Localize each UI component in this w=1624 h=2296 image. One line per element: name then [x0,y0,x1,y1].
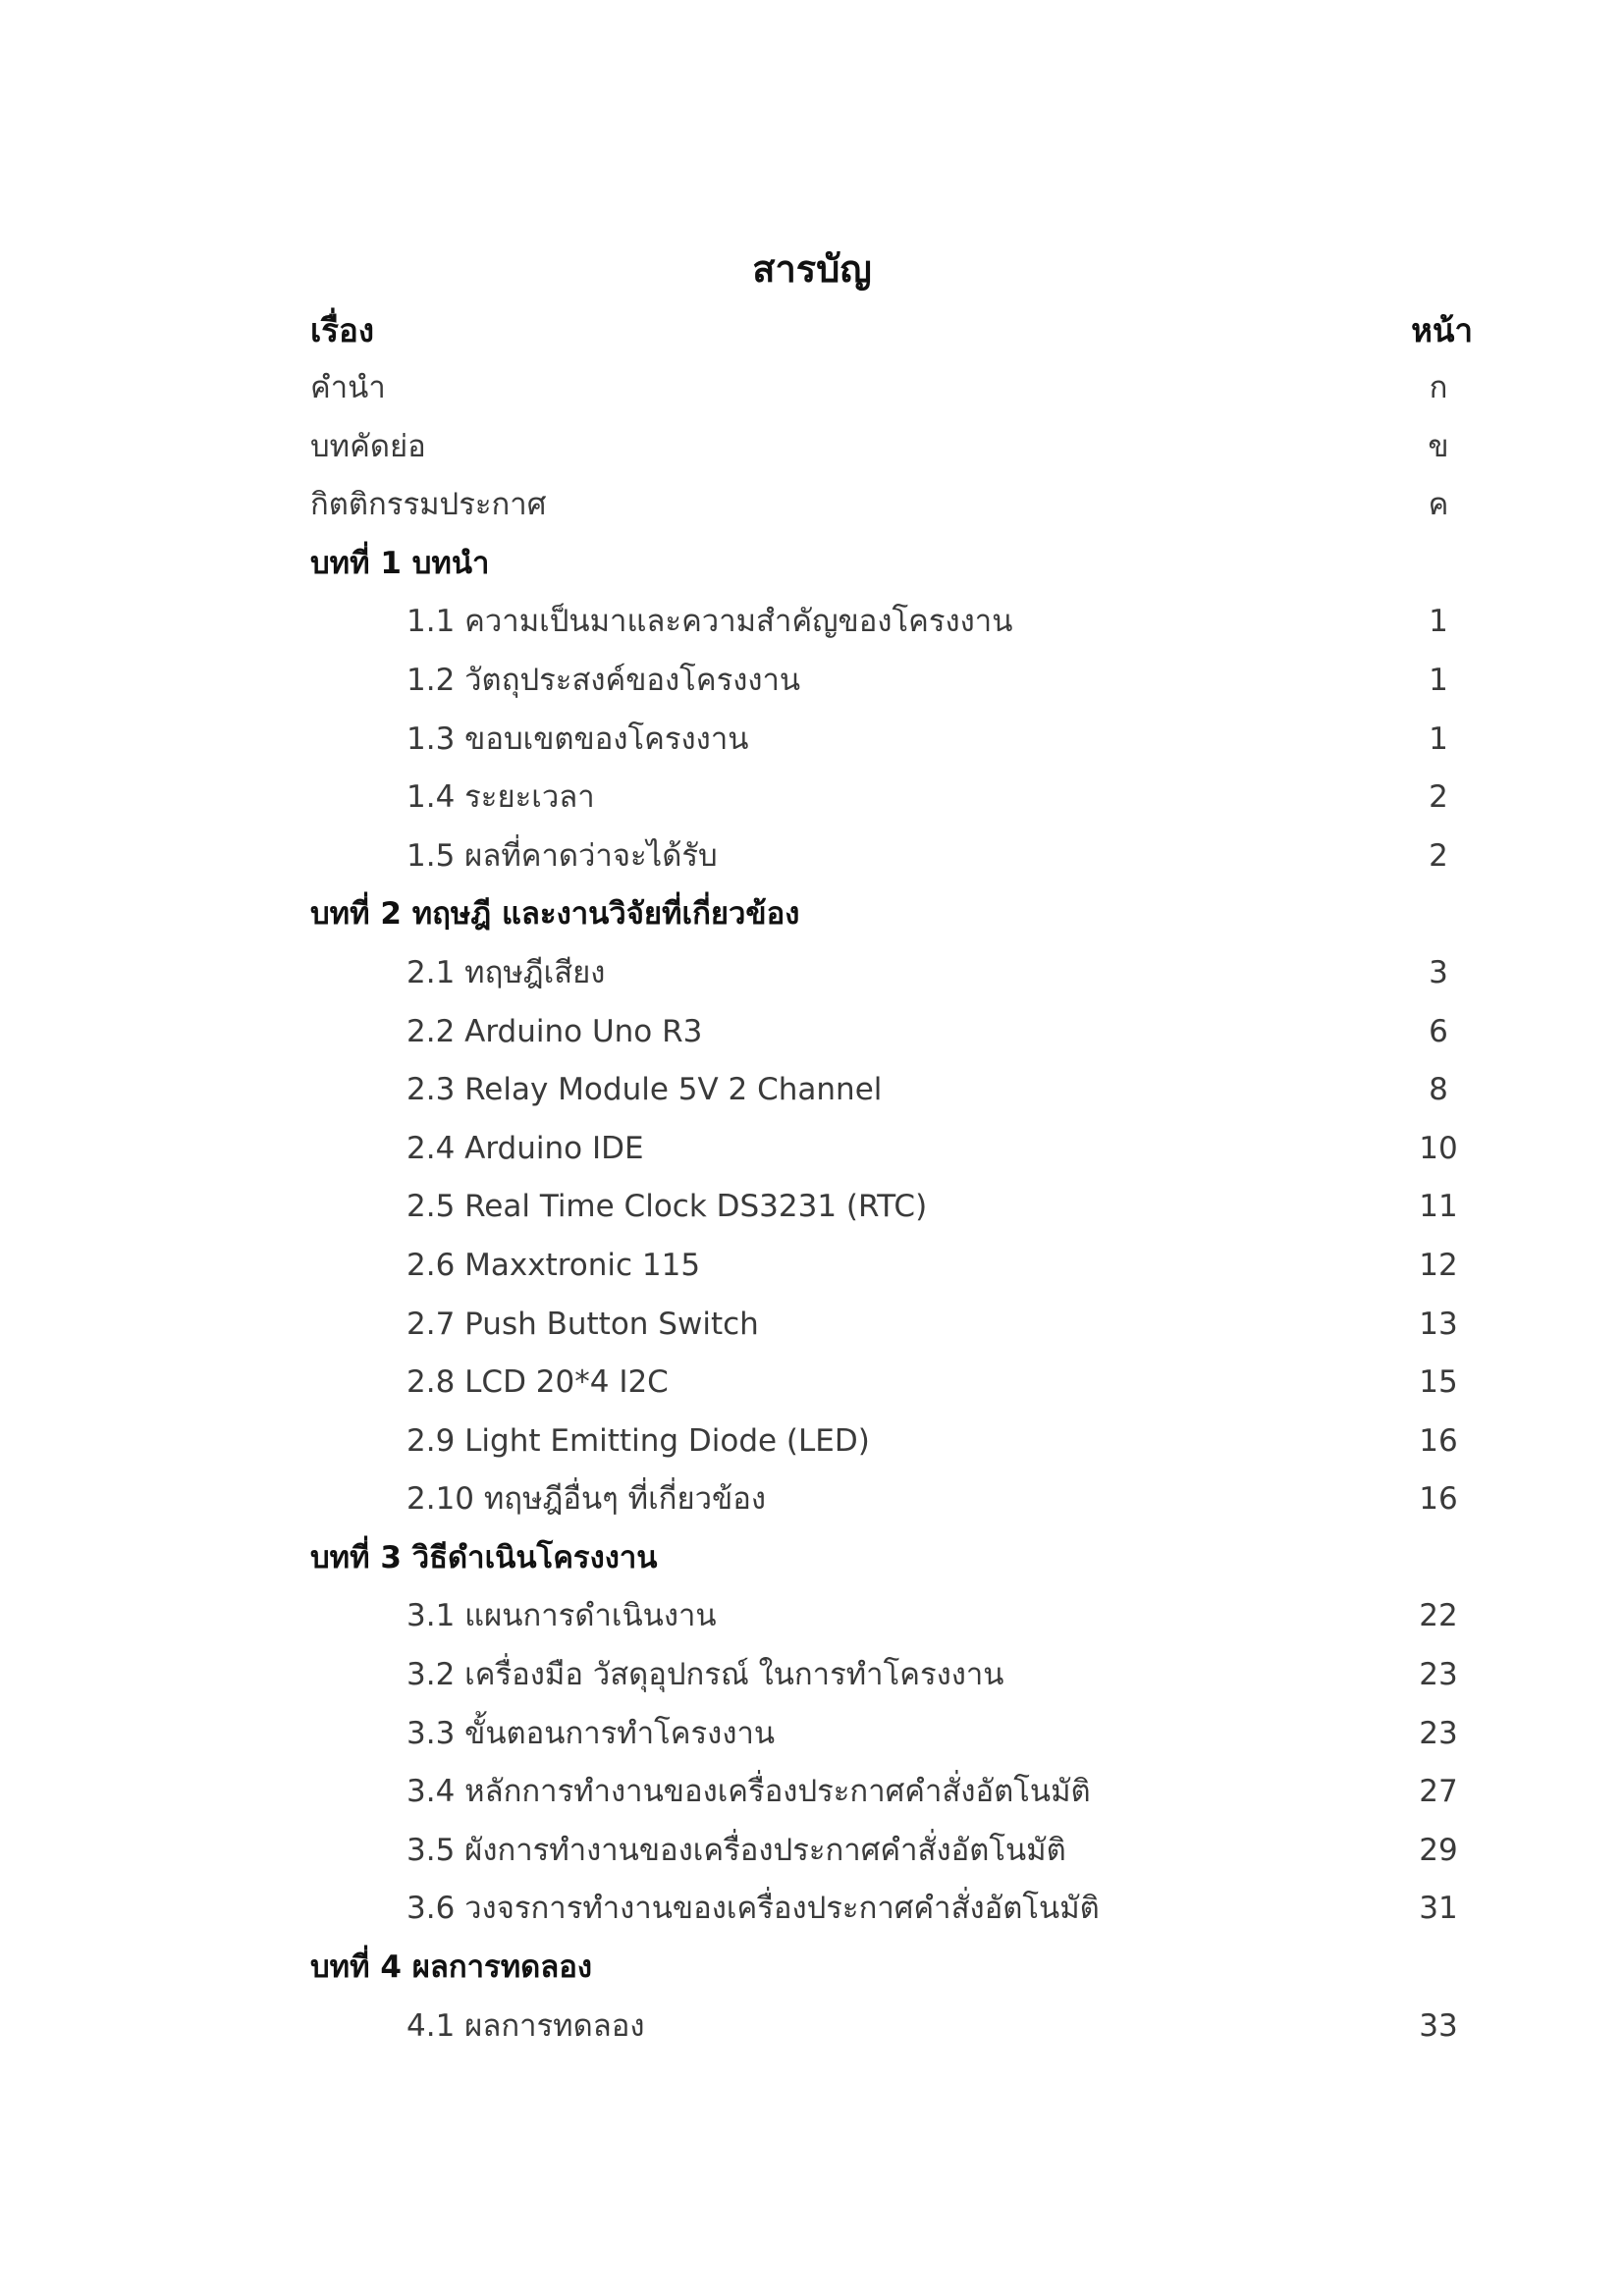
entry-title: 2.5 Real Time Clock DS3231 (RTC) [406,1189,928,1225]
toc-chapter-row [310,539,1473,598]
page-number: 1 [1429,721,1448,757]
entry-title: 1.4 ระยะเวลา [406,779,595,816]
toc-entry-row [310,715,1473,774]
chapter-title: บทที่ 1 บทนำ [310,545,490,581]
entry-title: 2.1 ทฤษฎีเสียง [406,954,606,990]
entry-title: 2.9 Light Emitting Diode (LED) [406,1422,870,1459]
page-number: ข [1428,428,1449,464]
entry-title: 2.2 Arduino Uno R3 [406,1013,703,1049]
chapter-title: บทที่ 3 วิธีดำเนินโครงงาน [310,1539,658,1575]
entry-title: 2.6 Maxxtronic 115 [406,1247,701,1283]
toc-entry-row [310,2002,1473,2060]
page-number: 3 [1429,954,1448,990]
entry-title: 2.8 LCD 20*4 I2C [406,1364,669,1401]
entry-title: 3.6 วงจรการทำงานของเครื่องประกาศคำสั่งอัตโนมัติ [406,1891,1100,1927]
page-number: 27 [1419,1774,1458,1810]
page-number: ก [1429,370,1448,405]
toc-entry-row [310,1709,1473,1768]
page-number: 2 [1429,837,1448,874]
entry-title: 2.3 Relay Module 5V 2 Channel [406,1072,883,1108]
entry-title: 3.5 ผังการทำงานของเครื่องประกาศคำสั่งอัตโนมัติ [406,1832,1066,1868]
entry-title: 3.3 ขั้นตอนการทำโครงงาน [406,1715,776,1751]
entry-title: 3.1 แผนการดำเนินงาน [406,1598,717,1634]
toc-entry-row [310,1065,1473,1124]
toc-entry-row [310,597,1473,656]
page-number: 31 [1419,1891,1458,1927]
entry-title: 2.7 Push Button Switch [406,1306,759,1342]
page-number: 11 [1419,1189,1458,1225]
page-number: 23 [1419,1715,1458,1751]
entry-title: 3.4 หลักการทำงานของเครื่องประกาศคำสั่งอัตโนมัติ [406,1774,1091,1810]
entry-title: 2.4 Arduino IDE [406,1130,644,1166]
entry-title: 4.1 ผลการทดลอง [406,2007,645,2044]
toc-entry-row [310,656,1473,715]
toc-chapter-row [310,889,1473,948]
page-number: ค [1428,487,1449,523]
page-number: 2 [1429,779,1448,816]
entry-title: กิตติกรรมประกาศ [310,487,547,523]
toc-entry-row [310,1182,1473,1241]
page-number: 10 [1419,1130,1458,1166]
page-number: 13 [1419,1306,1458,1342]
chapter-title: บทที่ 2 ทฤษฎี และงานวิจัยที่เกี่ยวข้อง [310,896,800,933]
toc-entry-row [310,1767,1473,1826]
toc-entry-row [310,948,1473,1007]
entry-title: 1.3 ขอบเขตของโครงงาน [406,721,749,757]
toc-entry-row [310,1884,1473,1943]
toc-entry-row [310,422,1473,481]
entry-title: บทคัดย่อ [310,428,426,464]
page-number: 23 [1419,1657,1458,1693]
toc-entry-row [310,1007,1473,1066]
page-number: 1 [1429,604,1448,640]
page-number: 16 [1419,1422,1458,1459]
page-number: 29 [1419,1832,1458,1868]
toc-entry-row [310,1124,1473,1183]
page-number: 22 [1419,1598,1458,1634]
page-number: 12 [1419,1247,1458,1283]
toc-chapter-row [310,1943,1473,2002]
entry-title: 1.2 วัตถุประสงค์ของโครงงาน [406,662,801,698]
toc-entry-row [310,480,1473,539]
toc-entry-row [310,1241,1473,1300]
toc-entry-row [310,773,1473,831]
toc-header [310,304,1473,353]
entry-title: 2.10 ทฤษฎีอื่นๆ ที่เกี่ยวข้อง [406,1481,766,1518]
toc-entry-row [310,1300,1473,1359]
entry-title: คำนำ [310,370,386,405]
page-number: 1 [1429,662,1448,698]
toc-entry-row [310,1358,1473,1416]
toc-entry-row [310,831,1473,890]
page-column-header: หน้า [1411,311,1473,349]
topic-column-header: เรื่อง [310,311,374,349]
chapter-title: บทที่ 4 ผลการทดลอง [310,1949,593,1986]
toc-entry-row [310,1650,1473,1709]
entry-title: 1.1 ความเป็นมาและความสำคัญของโครงงาน [406,604,1013,640]
toc-entry-row [310,1591,1473,1650]
toc-chapter-row [310,1533,1473,1592]
page-number: 33 [1419,2007,1458,2044]
page-number: 16 [1419,1481,1458,1518]
toc-entry-row [310,363,1473,422]
toc-entry-row [310,1826,1473,1885]
toc-entry-row [310,1474,1473,1533]
page-number: 8 [1429,1072,1448,1108]
table-of-contents [310,363,1473,2059]
page-number: 15 [1419,1364,1458,1401]
page-number: 6 [1429,1013,1448,1049]
entry-title: 3.2 เครื่องมือ วัสดุอุปกรณ์ ในการทำโครงงาน [406,1657,1004,1693]
page-title: สารบัญ [752,247,872,291]
toc-entry-row [310,1416,1473,1475]
entry-title: 1.5 ผลที่คาดว่าจะได้รับ [406,837,718,874]
